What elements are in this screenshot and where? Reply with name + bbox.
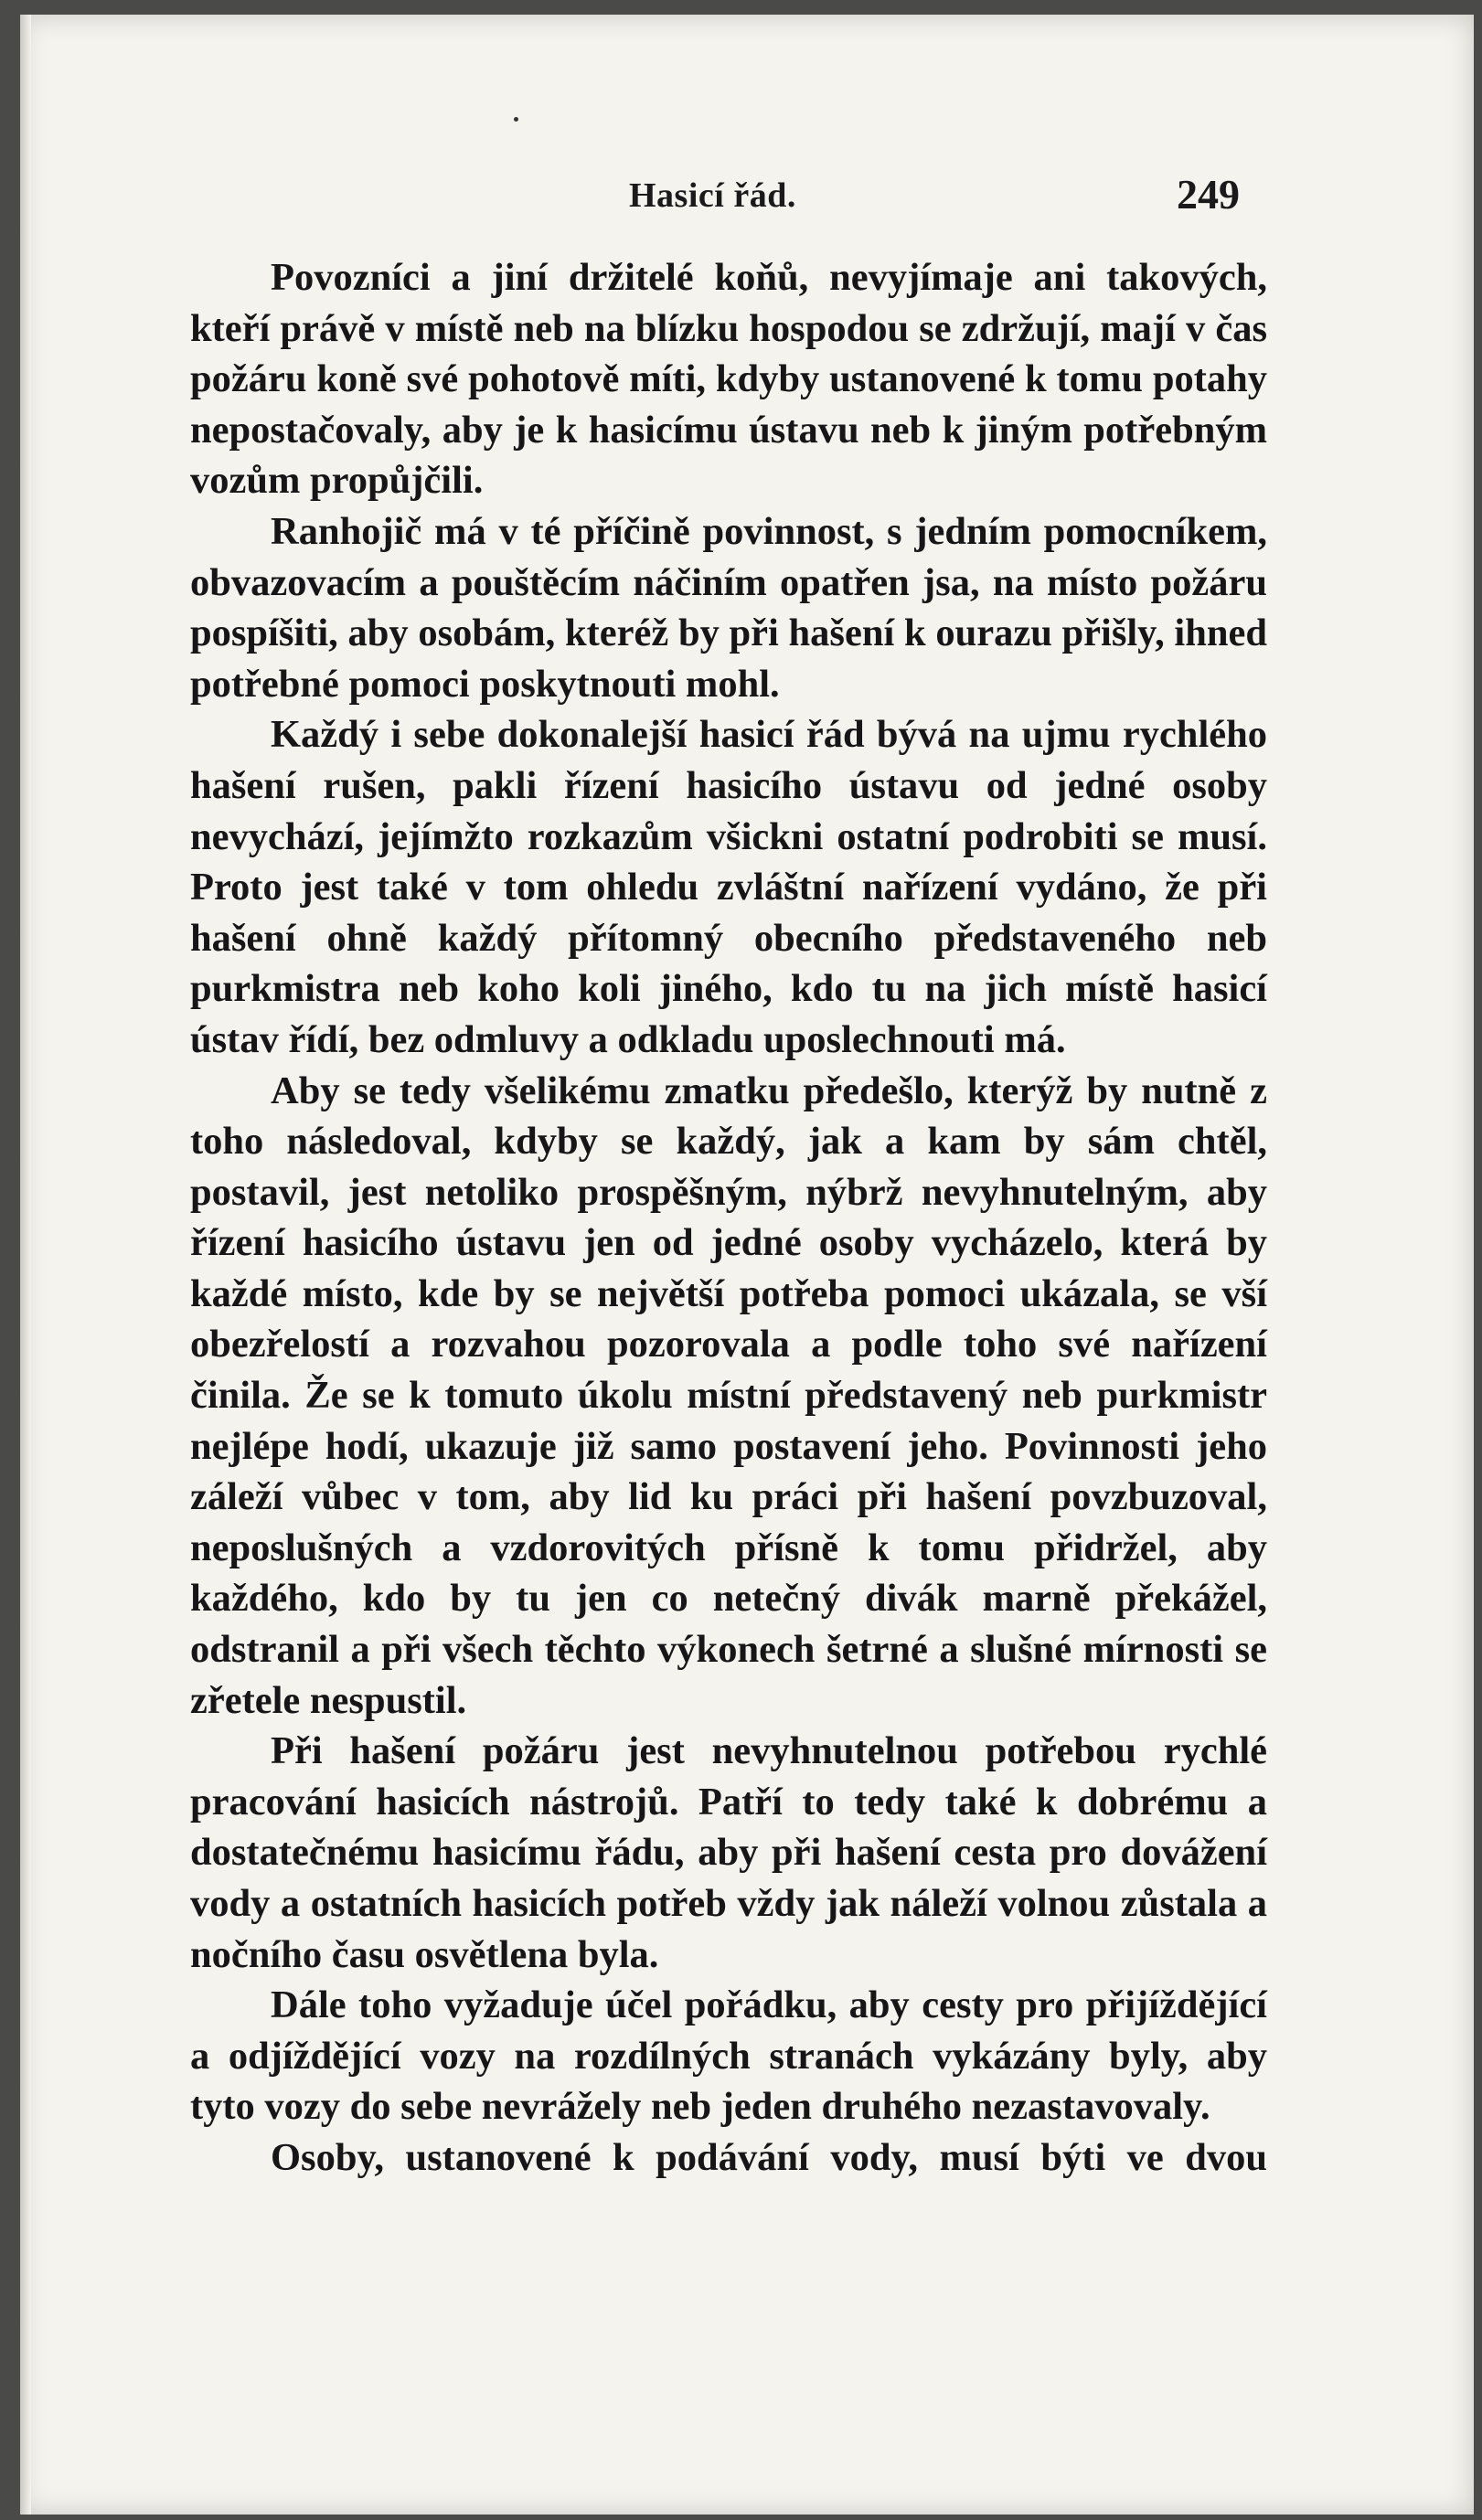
ink-speck <box>514 117 518 122</box>
book-page <box>20 15 1474 2515</box>
paragraph: Ranhojič má v té příčině povinnost, s jedním pomocníkem, obvazovacím a pouštěcím náčiním opatřen jsa, na místo požáru pospíšiti, aby osobám, kteréž by při hašení k ourazu přišly, ihned potřebné pomoci poskytnouti mohl. <box>190 509 1267 706</box>
body-text <box>190 252 1267 2184</box>
running-header <box>20 171 1474 230</box>
page-gutter-shadow <box>20 15 31 2515</box>
paragraph: Při hašení požáru jest nevyhnutelnou potřebou rychlé pracování hasicích nástrojů. Patří to tedy také k dobrému a dostatečnému hasicímu řádu, aby při hašení cesta pro dovážení vody a ostatních hasicích potřeb vždy jak náleží volnou zůstala a nočního času osvětlena byla. <box>190 1729 1267 1976</box>
paragraph: Povozníci a jiní držitelé koňů, nevyjímaje ani takových, kteří právě v místě neb na blízku hospodou se zdržují, mají v čas požáru koně své pohotově míti, kdyby ustanovené k tomu potahy nepostačovaly, aby je k hasicímu ústavu neb k jiným potřebným vozům propůjčili. <box>190 256 1267 503</box>
paragraph: Každý i sebe dokonalejší hasicí řád bývá na ujmu rychlého hašení rušen, pakli řízení hasicího ústavu od jedné osoby nevychází, jejímžto rozkazům všickni ostatní podrobiti se musí. Proto jest také v tom ohledu zvláštní nařízení vydáno, že při hašení ohně každý přítomný obecního představeného neb purkmistra neb koho koli jiného, kdo tu na jich místě hasicí ústav řídí, bez odmluvy a odkladu uposlechnouti má. <box>190 713 1267 1061</box>
paragraph-last-line: Osoby, ustanovené k podávání vody, musí býti ve dvou <box>271 2135 1267 2179</box>
paragraph: Aby se tedy všelikému zmatku předešlo, kterýž by nutně z toho následoval, kdyby se každý, jak a kam by sám chtěl, postavil, jest netoliko prospěšným, nýbrž nevyhnutelným, aby řízení hasicího ústavu jen od jedné osoby vycházelo, která by každé místo, kde by se největší potřeba pomoci ukázala, se vší obezřelostí a rozvahou pozorovala a podle toho své nařízení činila. Že se k tomuto úkolu místní představený neb purkmistr nejlépe hodí, ukazuje již samo postavení jeho. Povinnosti jeho záleží vůbec v tom, aby lid ku práci při hašení povzbuzoval, neposlušných a vzdorovitých přísně k tomu přidržel, aby každého, kdo by tu jen co netečný divák marně překážel, odstranil a při všech těchto výkonech šetrné a slušné mírnosti se zřetele nespustil. <box>190 1069 1267 1722</box>
running-title: Hasicí řád. <box>629 176 796 215</box>
page-number: 249 <box>1177 171 1240 218</box>
paragraph: Dále toho vyžaduje účel pořádku, aby cesty pro přijíždějící a odjíždějící vozy na rozdílných stranách vykázány byly, aby tyto vozy do sebe nevrážely neb jeden druhého nezastavovaly. <box>190 1983 1267 2129</box>
